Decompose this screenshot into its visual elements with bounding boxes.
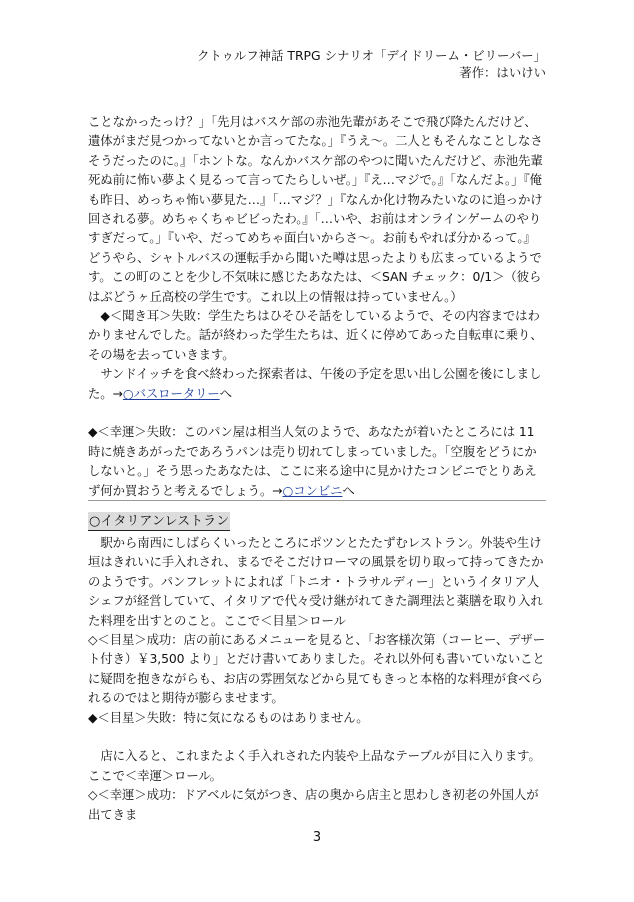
body-text [88,112,547,500]
luck-fail-text: ◆＜幸運＞失敗：このパン屋は相当人気のようで、あなたが着いたところには 11 時に焼きあがったであろうパンは売り切れてしまっていました。「空腹をどうにかしないと。」そう思ったあなたは、ここに来る途中に見かけたコンビニでとりあえず何か買おうと考えるでしょう。→ [88,424,537,498]
paragraph-spot-success: ◇＜目星＞成功：店の前にあるメニューを見ると、「お客様次第（コーヒー、デザート付き）￥3,500 より」とだけ書いてありました。それ以外何も書いていないことに疑問を抱きながらも、お店の雰囲気などから見てもきっと本格的な料理が食べられるのではと期待が膨らませます。 [88,632,545,706]
paragraph-spot-fail: ◆＜目星＞失敗：特に気になるものはありません。 [88,709,369,725]
paragraph-luck-fail [88,422,547,500]
paragraph-leave-park [88,364,547,403]
section-title-italian-restaurant: ○イタリアンレストラン [89,514,230,529]
paragraph-enter-store: 店に入ると、これまたよく手入れされた内装や上品なテーブルが目に入ります。ここで＜幸運＞ロール。 [88,748,541,783]
leave-park-suffix: へ [219,385,232,401]
section-body [88,533,547,824]
author-line: 著作：はいけい [459,65,546,80]
section-divider [88,500,546,501]
paragraph-restaurant-intro: 駅から南西にしばらくいったところにポツンとたたずむレストラン。外装や生け垣はきれいに手入れされ、まるでそこだけローマの風景を切り取って持ってきたかのようです。パンフレットによれば「トニオ・トラサルディー」というイタリア人シェフが経営していて、イタリアで代々受け継がれてきた調理法と薬膳を取り入れた料理を出すとのこと。ここで＜目星＞ロール [88,535,544,628]
page-number: 3 [312,830,322,845]
scenario-title: クトゥルフ神話 TRPG シナリオ「デイドリーム・ビリーバー」 [197,48,546,63]
paragraph-listen-fail: ◆＜聞き耳＞失敗：学生たちはひそひそ話をしているようで、その内容まではわかりませんでした。話が終わった学生たちは、近くに停めてあった自転車に乗り、その場を去っていきます。 [88,308,543,362]
leave-park-text: サンドイッチを食べ終わった探索者は、午後の予定を思い出し公園を後にしました。→ [88,366,542,401]
bus-rotary-link[interactable]: ○バスロータリー [122,385,220,401]
paragraph-luck-success: ◇＜幸運＞成功：ドアベルに気がつき、店の奥から店主と思わしき初老の外国人が出てきま [88,787,539,822]
convenience-store-link[interactable]: ○コンビニ [282,482,343,498]
page-header [197,47,546,81]
paragraph-dialogue: ことなかったっけ？」「先月はバスケ部の赤池先輩があそこで飛び降たんだけど、遺体がまだ見つかってないとか言ってたな。」『うえ～。二人ともそんなことしなさそうだったのに。』「ホントな。なんかバスケ部のやつに聞いたんだけど、赤池先輩死ぬ前に怖い夢よく見るって言ってたらしいぜ。」『え…マジで。』「なんだよ。」『俺も昨日、めっちゃ怖い夢見た…』「…マジ？」『なんか化け物みたいなのに追っかけ回される夢。めちゃくちゃビビったわ。』「…いや、お前はオンラインゲームのやりすぎだって。」『いや、だってめちゃ面白いからさ～。お前もやれば分かるって。』どうやら、シャトルバスの運転手から聞いた噂は思ったよりも広まっているようです。この町のことを少し不気味に感じたあなたは、＜SAN チェック：0/1＞（彼らはぶどうヶ丘高校の学生です。これ以上の情報は持っていません。） [88,114,543,304]
luck-fail-suffix: へ [342,482,355,498]
